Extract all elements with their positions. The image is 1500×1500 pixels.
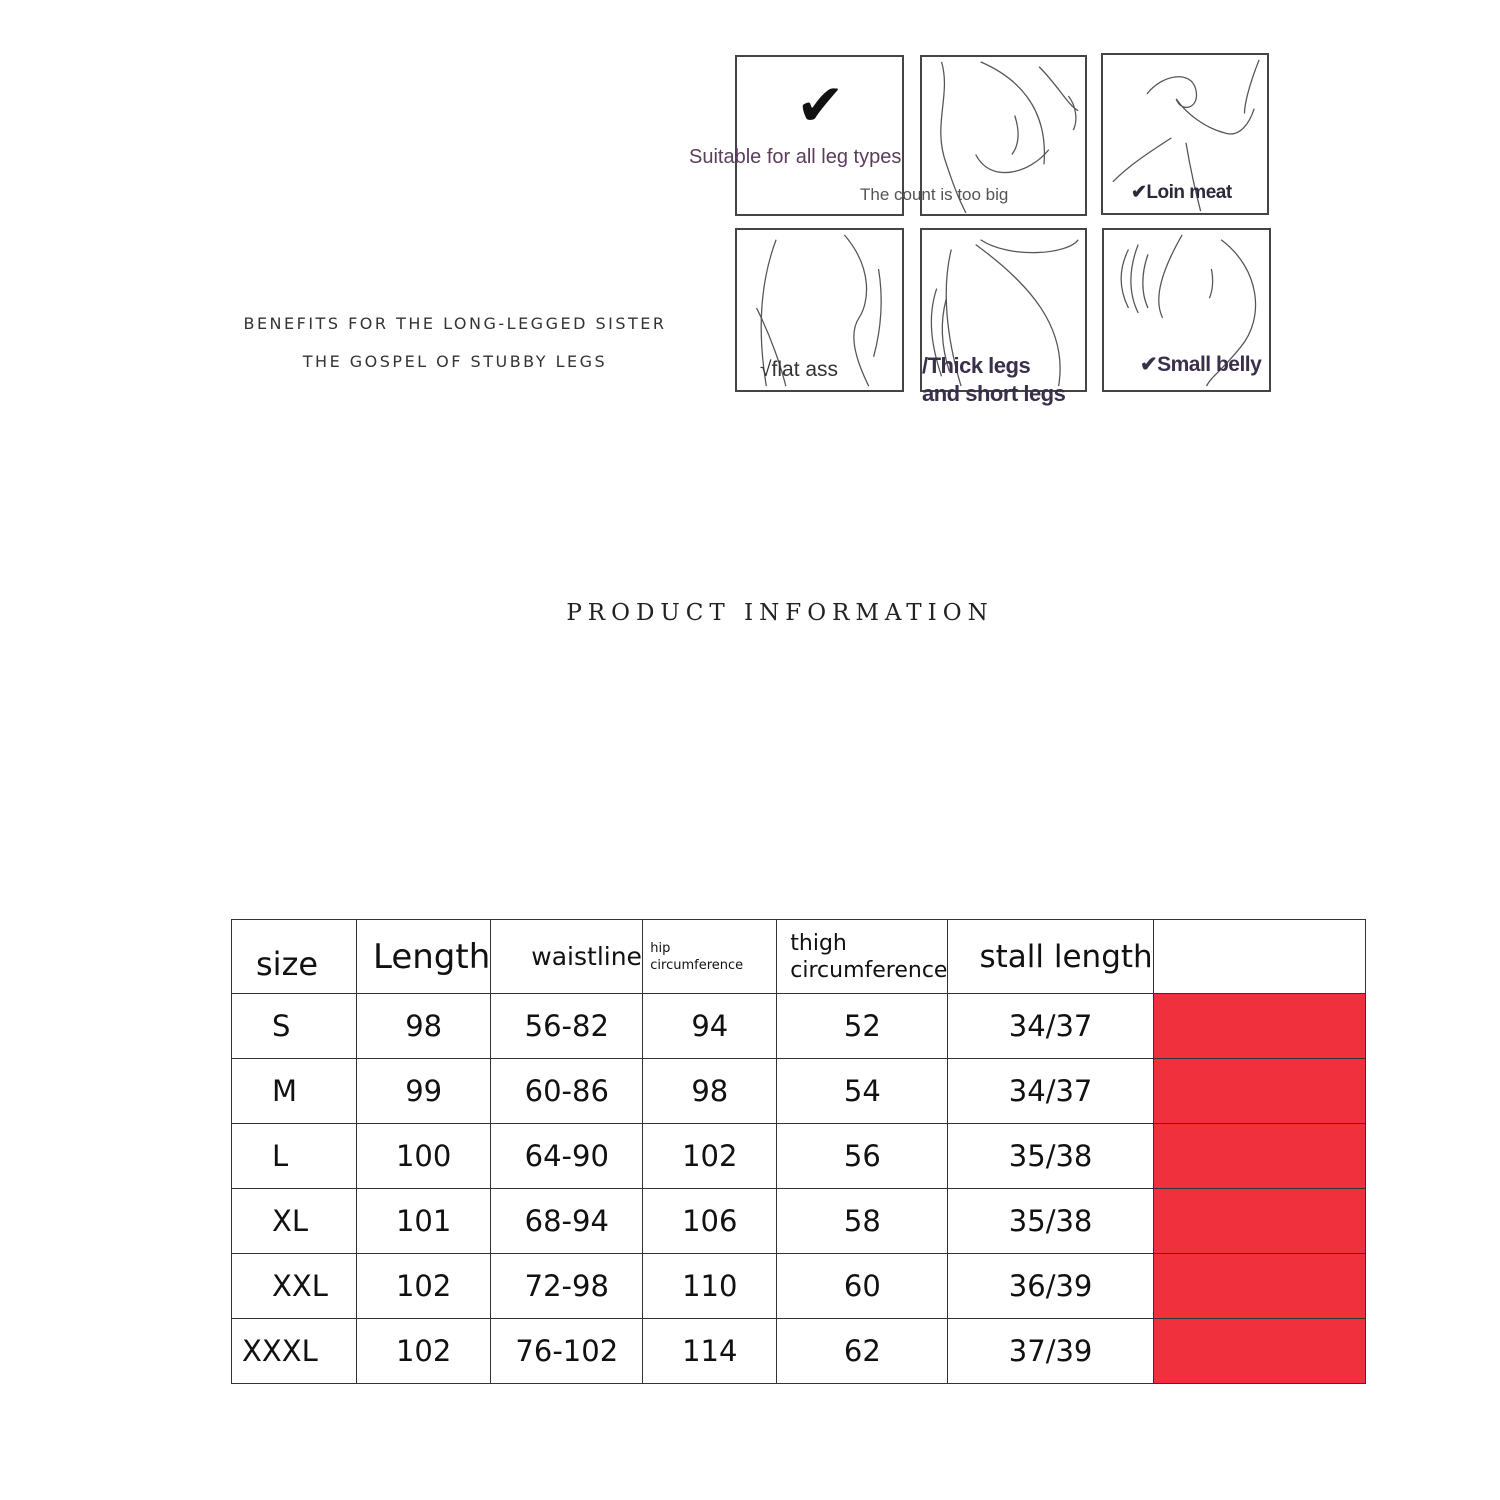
cell-hip: 102 bbox=[643, 1124, 777, 1189]
cell-hip: 106 bbox=[643, 1189, 777, 1254]
cell-hip: 94 bbox=[643, 994, 777, 1059]
cell-stall: 35/38 bbox=[948, 1189, 1153, 1254]
table-row bbox=[232, 1059, 1366, 1124]
cell-stall: 36/39 bbox=[948, 1254, 1153, 1319]
cell-waist: 68-94 bbox=[491, 1189, 643, 1254]
color-swatch bbox=[1153, 1189, 1365, 1254]
cell-thigh: 62 bbox=[777, 1319, 948, 1384]
color-swatch bbox=[1153, 1124, 1365, 1189]
header-thigh-line2: circumference bbox=[790, 957, 948, 983]
cell-length: 101 bbox=[357, 1189, 491, 1254]
cell-size: S bbox=[232, 994, 357, 1059]
cell-hip: 114 bbox=[643, 1319, 777, 1384]
cell-waist: 64-90 bbox=[491, 1124, 643, 1189]
cell-thigh: 58 bbox=[777, 1189, 948, 1254]
header-size: size bbox=[232, 920, 357, 994]
cell-length: 100 bbox=[357, 1124, 491, 1189]
cell-thigh: 60 bbox=[777, 1254, 948, 1319]
tagline-stubby-legs: THE GOSPEL OF STUBBY LEGS bbox=[302, 352, 608, 371]
table-header-row bbox=[232, 920, 1366, 994]
header-hip-line1: hip bbox=[650, 940, 671, 956]
caption-loin-meat: ✔Loin meat bbox=[1131, 182, 1232, 203]
table-row bbox=[232, 994, 1366, 1059]
checkmark-icon: ✔ bbox=[796, 71, 845, 139]
header-hip-line2: circumference bbox=[650, 957, 744, 973]
header-hip bbox=[643, 920, 777, 994]
table-row bbox=[232, 1254, 1366, 1319]
cell-stall: 35/38 bbox=[948, 1124, 1153, 1189]
cell-size: XL bbox=[232, 1189, 357, 1254]
cell-length: 98 bbox=[357, 994, 491, 1059]
caption-flat-ass: √flat ass bbox=[760, 358, 839, 381]
color-swatch bbox=[1153, 1319, 1365, 1384]
header-thigh bbox=[777, 920, 948, 994]
cell-thigh: 52 bbox=[777, 994, 948, 1059]
table-row bbox=[232, 1124, 1366, 1189]
cell-length: 102 bbox=[357, 1254, 491, 1319]
color-swatch bbox=[1153, 994, 1365, 1059]
section-title: PRODUCT INFORMATION bbox=[566, 600, 994, 626]
caption-count-too-big: The count is too big bbox=[860, 185, 1009, 204]
header-blank bbox=[1153, 920, 1365, 994]
table-row bbox=[232, 1319, 1366, 1384]
header-length: Length bbox=[357, 920, 491, 994]
cell-stall: 34/37 bbox=[948, 1059, 1153, 1124]
caption-suitable: Suitable for all leg types bbox=[689, 146, 902, 168]
cell-stall: 37/39 bbox=[948, 1319, 1153, 1384]
cell-waist: 56-82 bbox=[491, 994, 643, 1059]
cell-waist: 60-86 bbox=[491, 1059, 643, 1124]
cell-thigh: 56 bbox=[777, 1124, 948, 1189]
cell-size: XXXL bbox=[232, 1319, 357, 1384]
size-table bbox=[231, 919, 1366, 1384]
caption-small-belly: ✔Small belly bbox=[1140, 353, 1262, 376]
tagline-long-legged: BENEFITS FOR THE LONG-LEGGED SISTER bbox=[243, 314, 667, 333]
cell-waist: 76-102 bbox=[491, 1319, 643, 1384]
color-swatch bbox=[1153, 1254, 1365, 1319]
header-stall-length: stall length bbox=[948, 920, 1153, 994]
cell-stall: 34/37 bbox=[948, 994, 1153, 1059]
cell-size: XXL bbox=[232, 1254, 357, 1319]
header-waistline: waistline bbox=[491, 920, 643, 994]
cell-waist: 72-98 bbox=[491, 1254, 643, 1319]
table-row bbox=[232, 1189, 1366, 1254]
color-swatch bbox=[1153, 1059, 1365, 1124]
caption-thick-legs-line1: /Thick legs bbox=[922, 353, 1031, 378]
cell-thigh: 54 bbox=[777, 1059, 948, 1124]
cell-length: 102 bbox=[357, 1319, 491, 1384]
header-thigh-line1: thigh bbox=[790, 930, 847, 956]
caption-thick-legs bbox=[922, 352, 1065, 408]
caption-thick-legs-line2: and short legs bbox=[922, 381, 1066, 406]
cell-length: 99 bbox=[357, 1059, 491, 1124]
cell-size: M bbox=[232, 1059, 357, 1124]
cell-hip: 110 bbox=[643, 1254, 777, 1319]
cell-hip: 98 bbox=[643, 1059, 777, 1124]
cell-size: L bbox=[232, 1124, 357, 1189]
